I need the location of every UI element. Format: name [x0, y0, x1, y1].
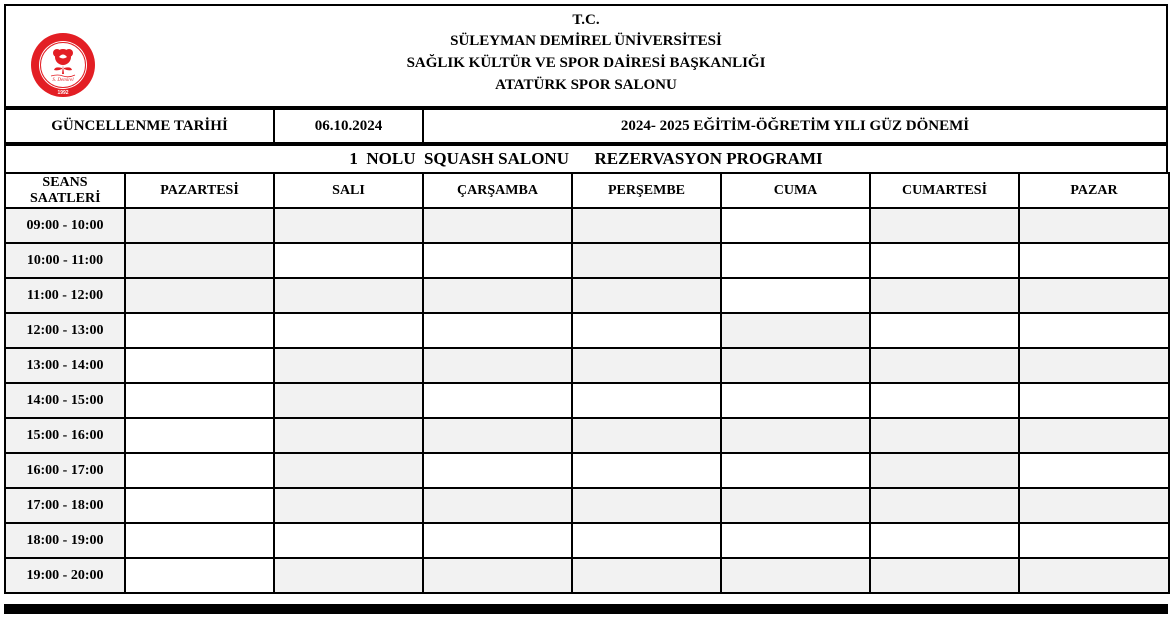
- reservation-slot[interactable]: [870, 453, 1019, 488]
- reservation-slot[interactable]: [572, 558, 721, 593]
- reservation-slot[interactable]: [423, 453, 572, 488]
- reservation-slot[interactable]: [125, 488, 274, 523]
- reservation-slot[interactable]: [1019, 488, 1169, 523]
- session-hours-header: SEANS SAATLERİ: [5, 173, 125, 208]
- reservation-slot[interactable]: [870, 523, 1019, 558]
- reservation-slot[interactable]: [125, 558, 274, 593]
- reservation-slot[interactable]: [125, 418, 274, 453]
- reservation-slot[interactable]: [870, 488, 1019, 523]
- session-time: 09:00 - 10:00: [5, 208, 125, 243]
- reservation-slot[interactable]: [423, 558, 572, 593]
- day-header: CUMA: [721, 173, 870, 208]
- reservation-slot[interactable]: [423, 243, 572, 278]
- table-row: [5, 243, 1169, 278]
- reservation-slot[interactable]: [1019, 418, 1169, 453]
- session-time: 10:00 - 11:00: [5, 243, 125, 278]
- reservation-slot[interactable]: [572, 383, 721, 418]
- table-row: [5, 453, 1169, 488]
- table-row: [5, 278, 1169, 313]
- title-department: SAĞLIK KÜLTÜR VE SPOR DAİRESİ BAŞKANLIĞI: [406, 55, 766, 71]
- reservation-slot[interactable]: [423, 348, 572, 383]
- session-time: 14:00 - 15:00: [5, 383, 125, 418]
- reservation-slot[interactable]: [721, 243, 870, 278]
- bottom-border: [4, 604, 1168, 614]
- reservation-slot[interactable]: [274, 418, 423, 453]
- reservation-slot[interactable]: [1019, 558, 1169, 593]
- salon-title: [4, 144, 1168, 174]
- update-date-label: GÜNCELLENME TARİHİ: [4, 108, 275, 144]
- reservation-table: [4, 172, 1170, 594]
- title-tc: T.C.: [572, 12, 600, 28]
- reservation-slot[interactable]: [1019, 208, 1169, 243]
- reservation-slot[interactable]: [721, 383, 870, 418]
- reservation-slot[interactable]: [274, 313, 423, 348]
- session-time: 18:00 - 19:00: [5, 523, 125, 558]
- table-row: [5, 348, 1169, 383]
- reservation-slot[interactable]: [721, 523, 870, 558]
- reservation-slot[interactable]: [572, 348, 721, 383]
- reservation-slot[interactable]: [1019, 523, 1169, 558]
- table-row: [5, 523, 1169, 558]
- table-row: [5, 488, 1169, 523]
- reservation-slot[interactable]: [572, 418, 721, 453]
- reservation-slot[interactable]: [125, 243, 274, 278]
- reservation-slot[interactable]: [274, 278, 423, 313]
- reservation-slot[interactable]: [423, 278, 572, 313]
- reservation-slot[interactable]: [870, 313, 1019, 348]
- reservation-slot[interactable]: [870, 208, 1019, 243]
- reservation-slot[interactable]: [1019, 383, 1169, 418]
- reservation-slot[interactable]: [274, 523, 423, 558]
- reservation-slot[interactable]: [423, 488, 572, 523]
- reservation-slot[interactable]: [721, 278, 870, 313]
- reservation-slot[interactable]: [870, 383, 1019, 418]
- reservation-slot[interactable]: [125, 523, 274, 558]
- header-box: [4, 4, 1168, 108]
- session-time: 12:00 - 13:00: [5, 313, 125, 348]
- term-title: 2024- 2025 EĞİTİM-ÖĞRETİM YILI GÜZ DÖNEMİ: [422, 108, 1168, 144]
- session-time: 15:00 - 16:00: [5, 418, 125, 453]
- reservation-slot[interactable]: [572, 488, 721, 523]
- reservation-slot[interactable]: [423, 383, 572, 418]
- session-time: 11:00 - 12:00: [5, 278, 125, 313]
- reservation-slot[interactable]: [1019, 453, 1169, 488]
- reservation-slot[interactable]: [274, 558, 423, 593]
- session-time: 16:00 - 17:00: [5, 453, 125, 488]
- day-header: SALI: [274, 173, 423, 208]
- reservation-slot[interactable]: [870, 418, 1019, 453]
- reservation-slot[interactable]: [870, 558, 1019, 593]
- reservation-slot[interactable]: [125, 348, 274, 383]
- day-header: PERŞEMBE: [572, 173, 721, 208]
- day-header: ÇARŞAMBA: [423, 173, 572, 208]
- reservation-slot[interactable]: [1019, 243, 1169, 278]
- table-row: [5, 383, 1169, 418]
- reservation-slot[interactable]: [423, 418, 572, 453]
- reservation-slot[interactable]: [274, 488, 423, 523]
- reservation-slot[interactable]: [125, 208, 274, 243]
- reservation-slot[interactable]: [572, 313, 721, 348]
- reservation-slot[interactable]: [423, 313, 572, 348]
- title-venue: ATATÜRK SPOR SALONU: [495, 77, 677, 93]
- reservation-slot[interactable]: [274, 243, 423, 278]
- reservation-slot[interactable]: [125, 313, 274, 348]
- table-header-row: [5, 173, 1169, 208]
- seal-year: 1992: [57, 90, 69, 96]
- reservation-slot[interactable]: [572, 208, 721, 243]
- reservation-slot[interactable]: [721, 348, 870, 383]
- salon-name: 1 NOLU SQUASH SALONU: [349, 149, 569, 168]
- reservation-slot[interactable]: [572, 278, 721, 313]
- session-time: 13:00 - 14:00: [5, 348, 125, 383]
- session-time: 17:00 - 18:00: [5, 488, 125, 523]
- reservation-slot[interactable]: [721, 488, 870, 523]
- reservation-slot[interactable]: [721, 313, 870, 348]
- reservation-slot[interactable]: [1019, 313, 1169, 348]
- table-row: [5, 558, 1169, 593]
- reservation-slot[interactable]: [125, 383, 274, 418]
- reservation-slot[interactable]: [1019, 278, 1169, 313]
- reservation-slot[interactable]: [721, 418, 870, 453]
- day-header: CUMARTESİ: [870, 173, 1019, 208]
- reservation-slot[interactable]: [870, 348, 1019, 383]
- reservation-slot[interactable]: [423, 208, 572, 243]
- reservation-slot[interactable]: [125, 278, 274, 313]
- reservation-slot[interactable]: [572, 523, 721, 558]
- reservation-slot[interactable]: [721, 208, 870, 243]
- day-header: PAZAR: [1019, 173, 1169, 208]
- reservation-slot[interactable]: [274, 348, 423, 383]
- reservation-slot[interactable]: [125, 453, 274, 488]
- reservation-slot[interactable]: [423, 523, 572, 558]
- header-titles: [6, 10, 1166, 96]
- seal-signature: S. Demirel: [52, 78, 74, 83]
- day-header: PAZARTESİ: [125, 173, 274, 208]
- reservation-slot[interactable]: [274, 453, 423, 488]
- reservation-slot[interactable]: [870, 278, 1019, 313]
- table-row: [5, 313, 1169, 348]
- program-title: REZERVASYON PROGRAMI: [594, 149, 823, 168]
- update-date-value: 06.10.2024: [273, 108, 424, 144]
- table-row: [5, 208, 1169, 243]
- reservation-slot[interactable]: [572, 453, 721, 488]
- reservation-slot[interactable]: [572, 243, 721, 278]
- reservation-slot[interactable]: [721, 558, 870, 593]
- session-time: 19:00 - 20:00: [5, 558, 125, 593]
- reservation-slot[interactable]: [721, 453, 870, 488]
- reservation-slot[interactable]: [1019, 348, 1169, 383]
- reservation-slot[interactable]: [274, 208, 423, 243]
- table-row: [5, 418, 1169, 453]
- reservation-slot[interactable]: [274, 383, 423, 418]
- title-university: SÜLEYMAN DEMİREL ÜNİVERSİTESİ: [450, 33, 722, 49]
- reservation-slot[interactable]: [870, 243, 1019, 278]
